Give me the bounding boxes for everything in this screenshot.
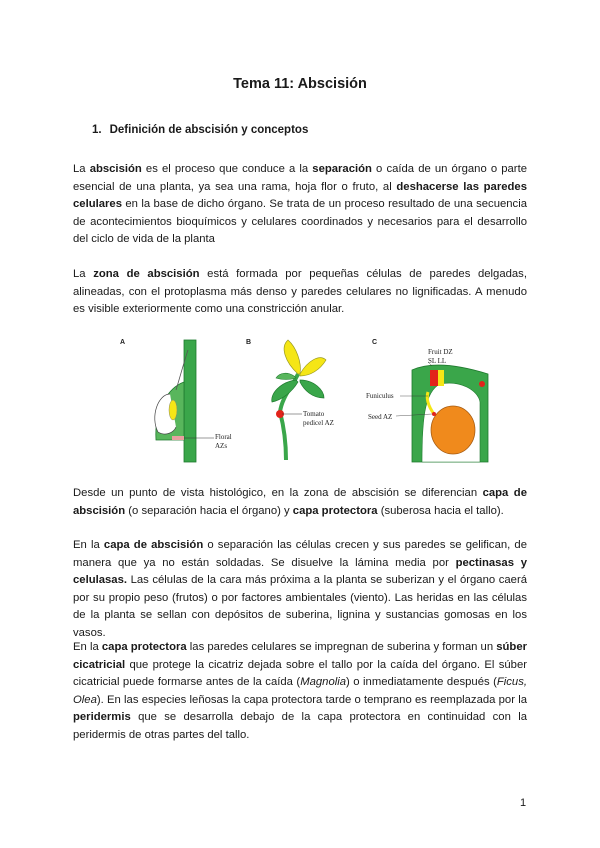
text-run: que protege la cicatriz dejada sobre el tallo por la caída del órgano. El súber cicatricial puede formarse antes de la caída (: [73, 658, 527, 688]
panel-a-label: A: [120, 339, 126, 346]
leaf-right: [300, 380, 324, 398]
panel-b-label: B: [246, 339, 252, 346]
panel-a-flower: [155, 340, 232, 462]
text-run: que se desarrolla debajo de la capa protectora en continuidad con la peridermis de otras partes del tallo.: [73, 711, 527, 741]
text-run: En la: [73, 641, 102, 653]
seed: [431, 406, 475, 454]
flower-petal-1: [284, 340, 300, 374]
bold-term: separación: [312, 163, 372, 175]
page-number: 1: [520, 797, 527, 809]
bold-term: súber cicatricial: [73, 641, 528, 671]
text-run: La: [73, 268, 94, 280]
italic-term: Ficus, Olea: [73, 676, 528, 706]
section-label: Definición de abscisión y conceptos: [109, 124, 309, 136]
bold-term: deshacerse las paredes celulares: [73, 180, 527, 210]
floral-label: Floral: [215, 433, 232, 441]
bold-term: capa protectora: [101, 641, 187, 653]
pedicel-label: pedicel AZ: [303, 419, 334, 427]
azs-label: AZs: [215, 442, 228, 450]
bold-term: abscisión: [89, 163, 142, 175]
figure-illustration: [110, 332, 500, 464]
text-run: en la base de dicho órgano. Se trata de un proceso resultado de una secuencia de acontecimientos bioquímicos y celulares coordinados y necesarios para el desarrollo del ciclo de vida de la planta: [73, 198, 527, 245]
text-run: (o separación hacia el órgano) y: [125, 504, 293, 517]
abscission-zones-figure: [110, 332, 500, 464]
text-run: Las células de la cara más próxima a la planta se suberizan y el órgano caerá por su propio peso (frutos) o por factores ambientales (viento). Las heridas en las células de la planta se sellan con depósitos de suberina, lignina y sustancias gomosas en los vasos.: [73, 574, 527, 639]
paragraph-protective-layer: [73, 639, 527, 744]
bold-term: peridermis: [73, 711, 131, 723]
fruit-dz-red: [430, 370, 438, 386]
paragraph-abscission-layer: [73, 537, 527, 642]
text-run: es el proceso que conduce a la: [141, 163, 313, 175]
paragraph-zone: [73, 266, 527, 319]
flower-petal-2: [300, 358, 326, 376]
text-run: En la: [73, 539, 104, 551]
seed-az-label: Seed AZ: [368, 413, 393, 421]
paragraph-definition: [73, 161, 527, 249]
floral-az: [172, 436, 184, 440]
bold-term: capa de abscisión: [103, 539, 204, 551]
fruit-dz-yellow: [438, 370, 444, 386]
text-run: Desde un punto de vista histológico, en la zona de abscisión se diferencian: [73, 487, 483, 499]
text-run: ). En las especies leñosas la capa protectora tarde o temprano es reemplazada por la: [96, 693, 527, 706]
bold-term: capa de abscisión: [73, 487, 527, 517]
funiculus-label: Funiculus: [366, 392, 394, 400]
sl-ll-label: SL LL: [428, 357, 447, 365]
page-title: Tema 11: Abscisión: [233, 76, 367, 92]
tomato-label: Tomato: [303, 410, 325, 418]
paragraph-histology: [73, 485, 527, 520]
fruit-dz-label: Fruit DZ: [428, 348, 453, 356]
anther: [169, 400, 177, 420]
text-run: las paredes celulares se impregnan de suberina y forman un: [186, 641, 497, 653]
sepal-left: [276, 373, 296, 379]
panel-b-tomato: [272, 340, 334, 460]
bold-term: pectinasas y celulasas.: [73, 556, 527, 586]
seed-az: [432, 412, 436, 416]
text-run: ) o inmediatamente después (: [346, 676, 497, 688]
panel-c-label: C: [372, 339, 378, 346]
bold-term: zona de abscisión: [93, 268, 200, 280]
text-run: o caída de un órgano o parte esencial de una planta, ya sea una rama, hoja flor o fruto, al: [73, 163, 527, 193]
italic-term: Magnolia: [300, 676, 347, 688]
section-number: 1.: [92, 124, 102, 136]
pod-az-right: [479, 381, 485, 387]
bold-term: capa protectora: [292, 504, 378, 517]
section-heading: [92, 124, 308, 136]
panel-c-seed: [366, 348, 488, 462]
text-run: o separación las células crecen y sus paredes se gelifican, de manera que ya no están soldadas. Se disuelve la lámina media por: [73, 539, 527, 569]
text-run: (suberosa hacia el tallo).: [377, 504, 504, 517]
text-run: La: [73, 163, 90, 175]
text-run: está formada por pequeñas células de paredes delgadas, alineadas, con el protoplasma más denso y paredes celulares no lignificadas. A menudo es visible exteriormente como una constricción anular.: [73, 268, 527, 315]
main-stem: [184, 340, 196, 462]
